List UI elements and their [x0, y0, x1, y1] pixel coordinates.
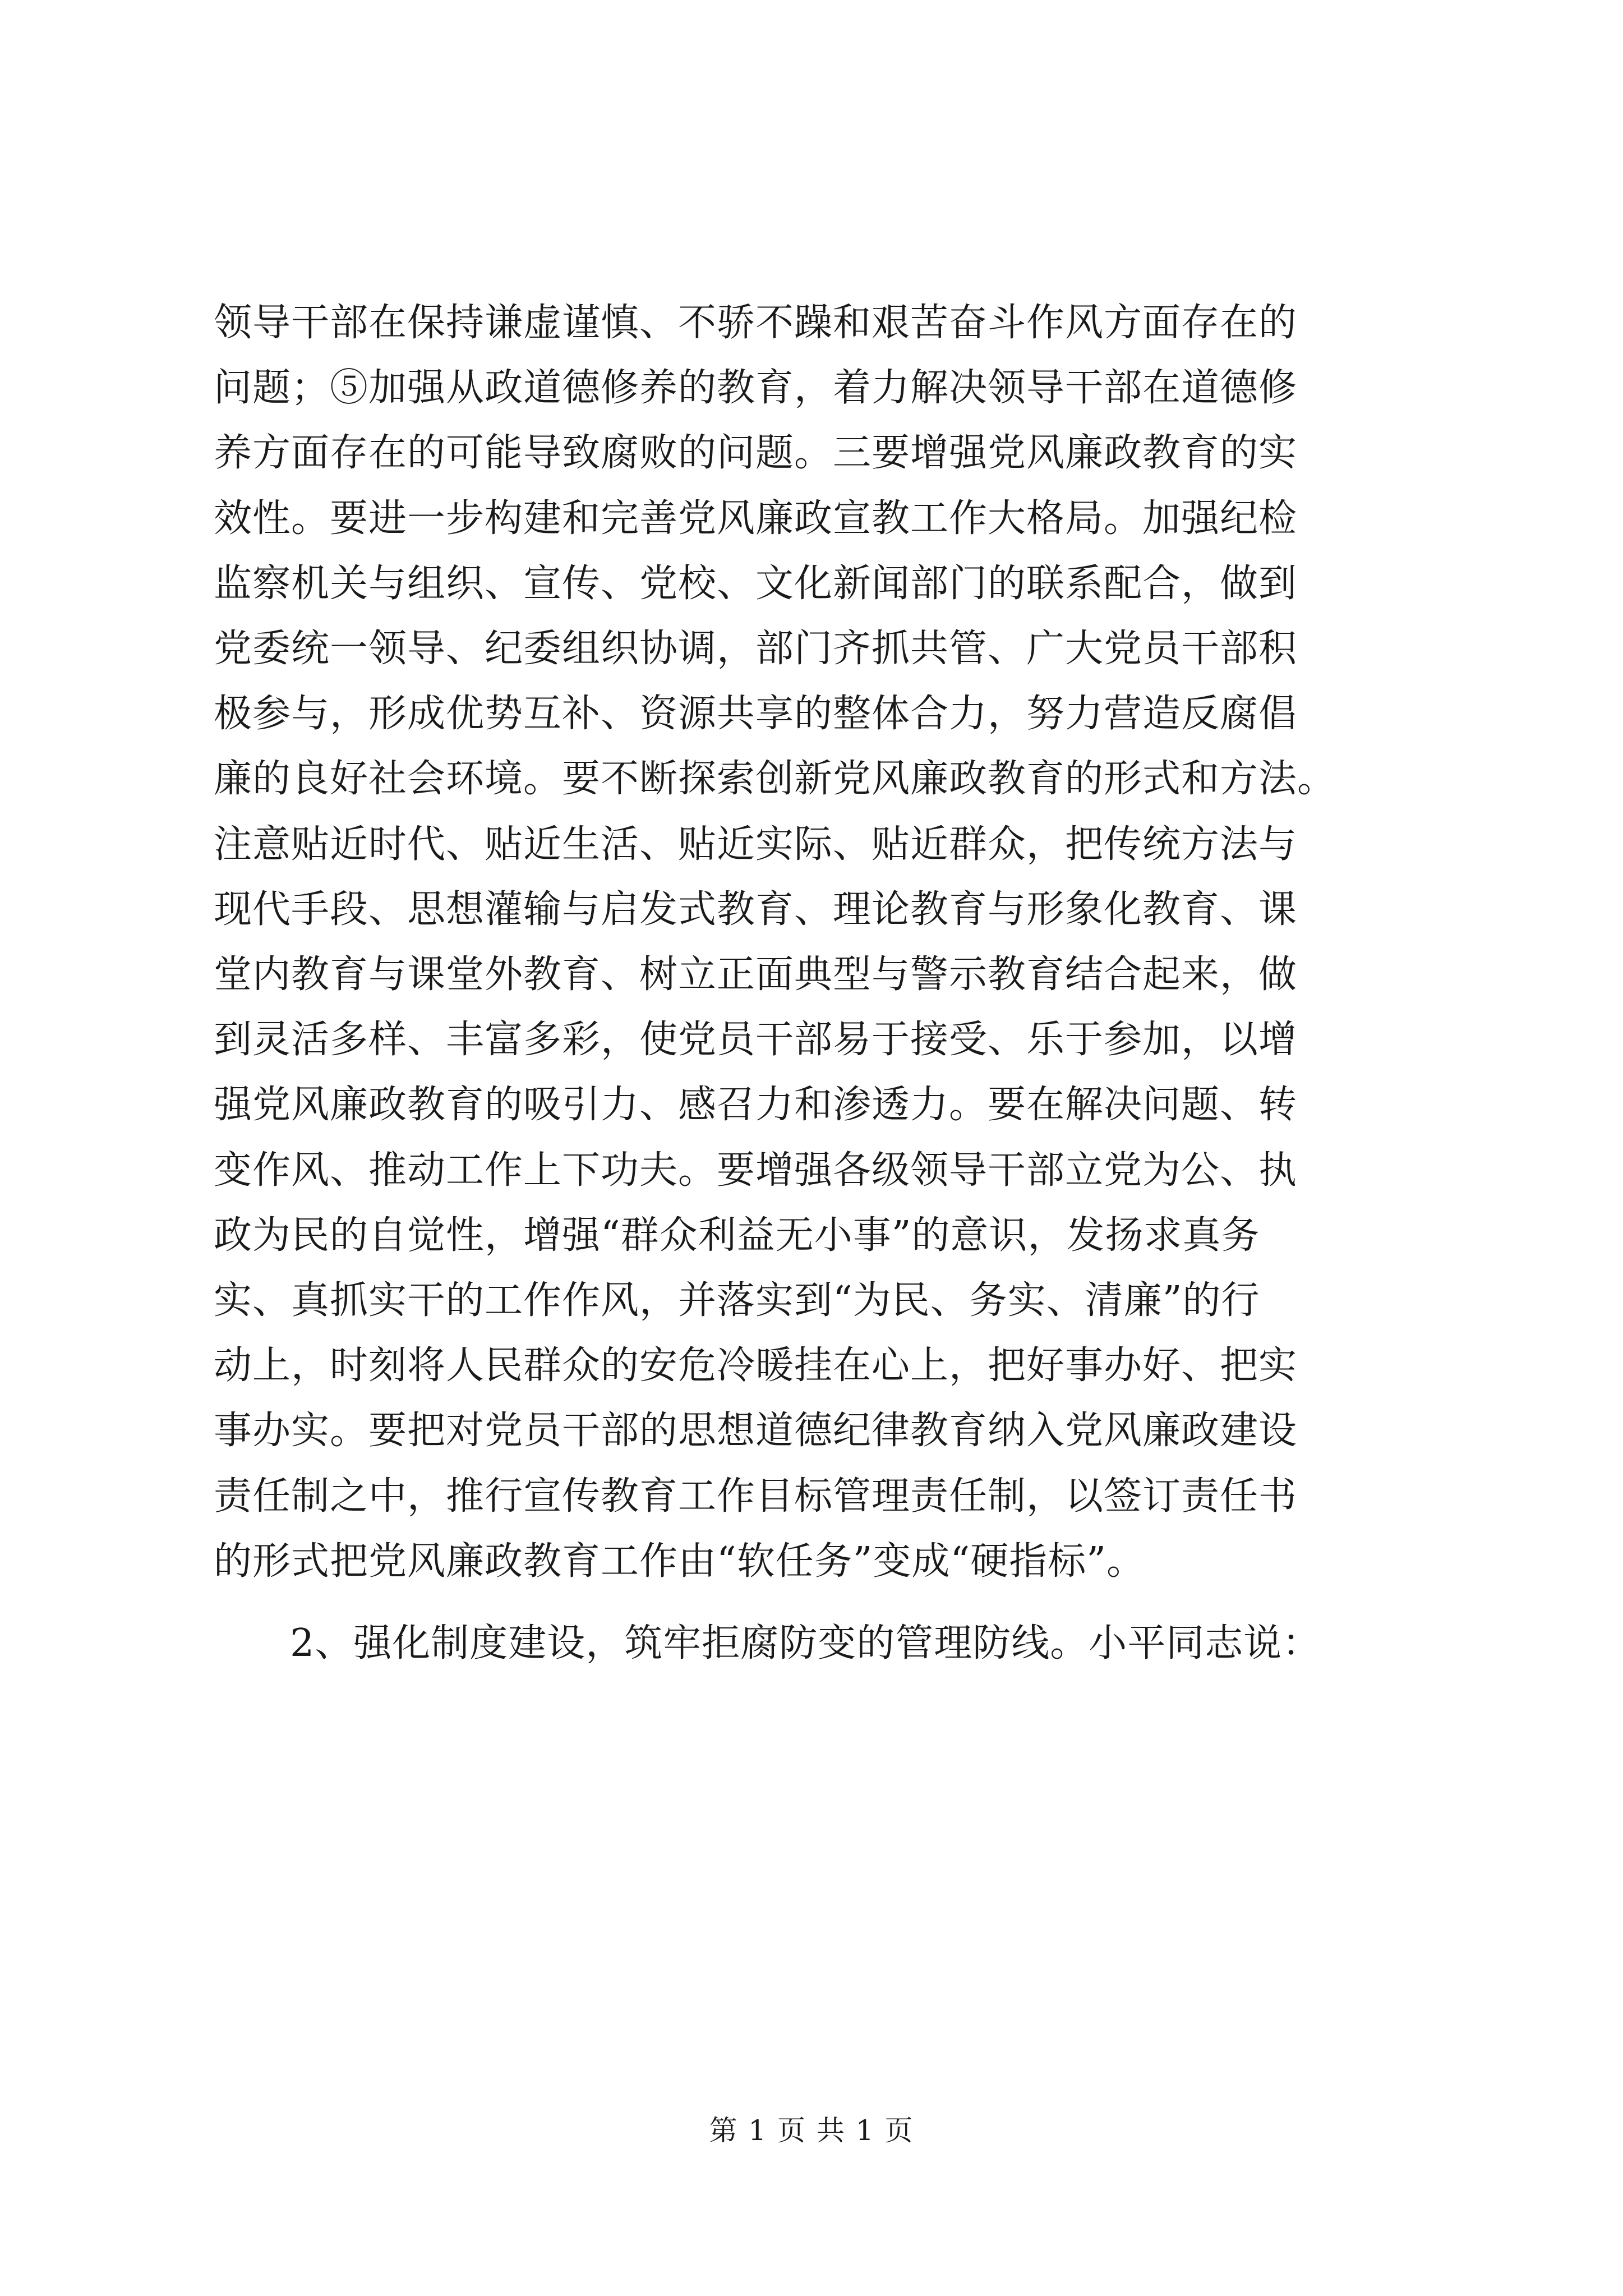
text-line: 到灵活多样、丰富多彩，使党员干部易于接受、乐于参加，以增 [214, 1018, 1298, 1062]
text-line: 廉的良好社会环境。要不断探索创新党风廉政教育的形式和方法。 [214, 757, 1336, 802]
text-line: 政为民的自觉性，增强“群众利益无小事”的意识，发扬求真务 [214, 1213, 1260, 1258]
text-line: 注意贴近时代、贴近生活、贴近实际、贴近群众，把传统方法与 [214, 822, 1298, 867]
text-line: 问题；⑤加强从政道德修养的教育，着力解决领导干部在道德修 [214, 366, 1298, 411]
text-line: 党委统一领导、纪委组织协调，部门齐抓共管、广大党员干部积 [214, 627, 1298, 671]
page-footer: 第 1 页 共 1 页 [709, 2114, 914, 2147]
text-line: 效性。要进一步构建和完善党风廉政宣教工作大格局。加强纪检 [214, 496, 1298, 541]
paragraph-gap [214, 1594, 1425, 1611]
text-line: 动上，时刻将人民群众的安危冷暖挂在心上，把好事办好、把实 [214, 1343, 1298, 1388]
text-line: 现代手段、思想灌输与启发式教育、理论教育与形象化教育、课 [214, 887, 1298, 932]
text-line: 事办实。要把对党员干部的思想道德纪律教育纳入党风廉政建设 [214, 1409, 1298, 1453]
paragraph-heading: 2、强化制度建设，筑牢拒腐防变的管理防线。小平同志说： [290, 1621, 1321, 1666]
text-line: 的形式把党风廉政教育工作由“软任务”变成“硬指标”。 [214, 1539, 1146, 1584]
text-line: 变作风、推动工作上下功夫。要增强各级领导干部立党为公、执 [214, 1148, 1298, 1193]
text-line: 领导干部在保持谦虚谨慎、不骄不躁和艰苦奋斗作风方面存在的 [214, 301, 1298, 345]
text-line: 养方面存在的可能导致腐败的问题。三要增强党风廉政教育的实 [214, 431, 1298, 476]
text-line: 监察机关与组织、宣传、党校、文化新闻部门的联系配合，做到 [214, 561, 1298, 606]
text-line: 极参与，形成优势互补、资源共享的整体合力，努力营造反腐倡 [214, 692, 1298, 737]
body-text [214, 291, 1425, 1676]
text-line: 责任制之中，推行宣传教育工作目标管理责任制，以签订责任书 [214, 1474, 1298, 1519]
text-line: 实、真抓实干的工作作风，并落实到“为民、务实、清廉”的行 [214, 1278, 1260, 1323]
text-line: 强党风廉政教育的吸引力、感召力和渗透力。要在解决问题、转 [214, 1083, 1298, 1128]
text-line: 堂内教育与课堂外教育、树立正面典型与警示教育结合起来，做 [214, 953, 1298, 997]
